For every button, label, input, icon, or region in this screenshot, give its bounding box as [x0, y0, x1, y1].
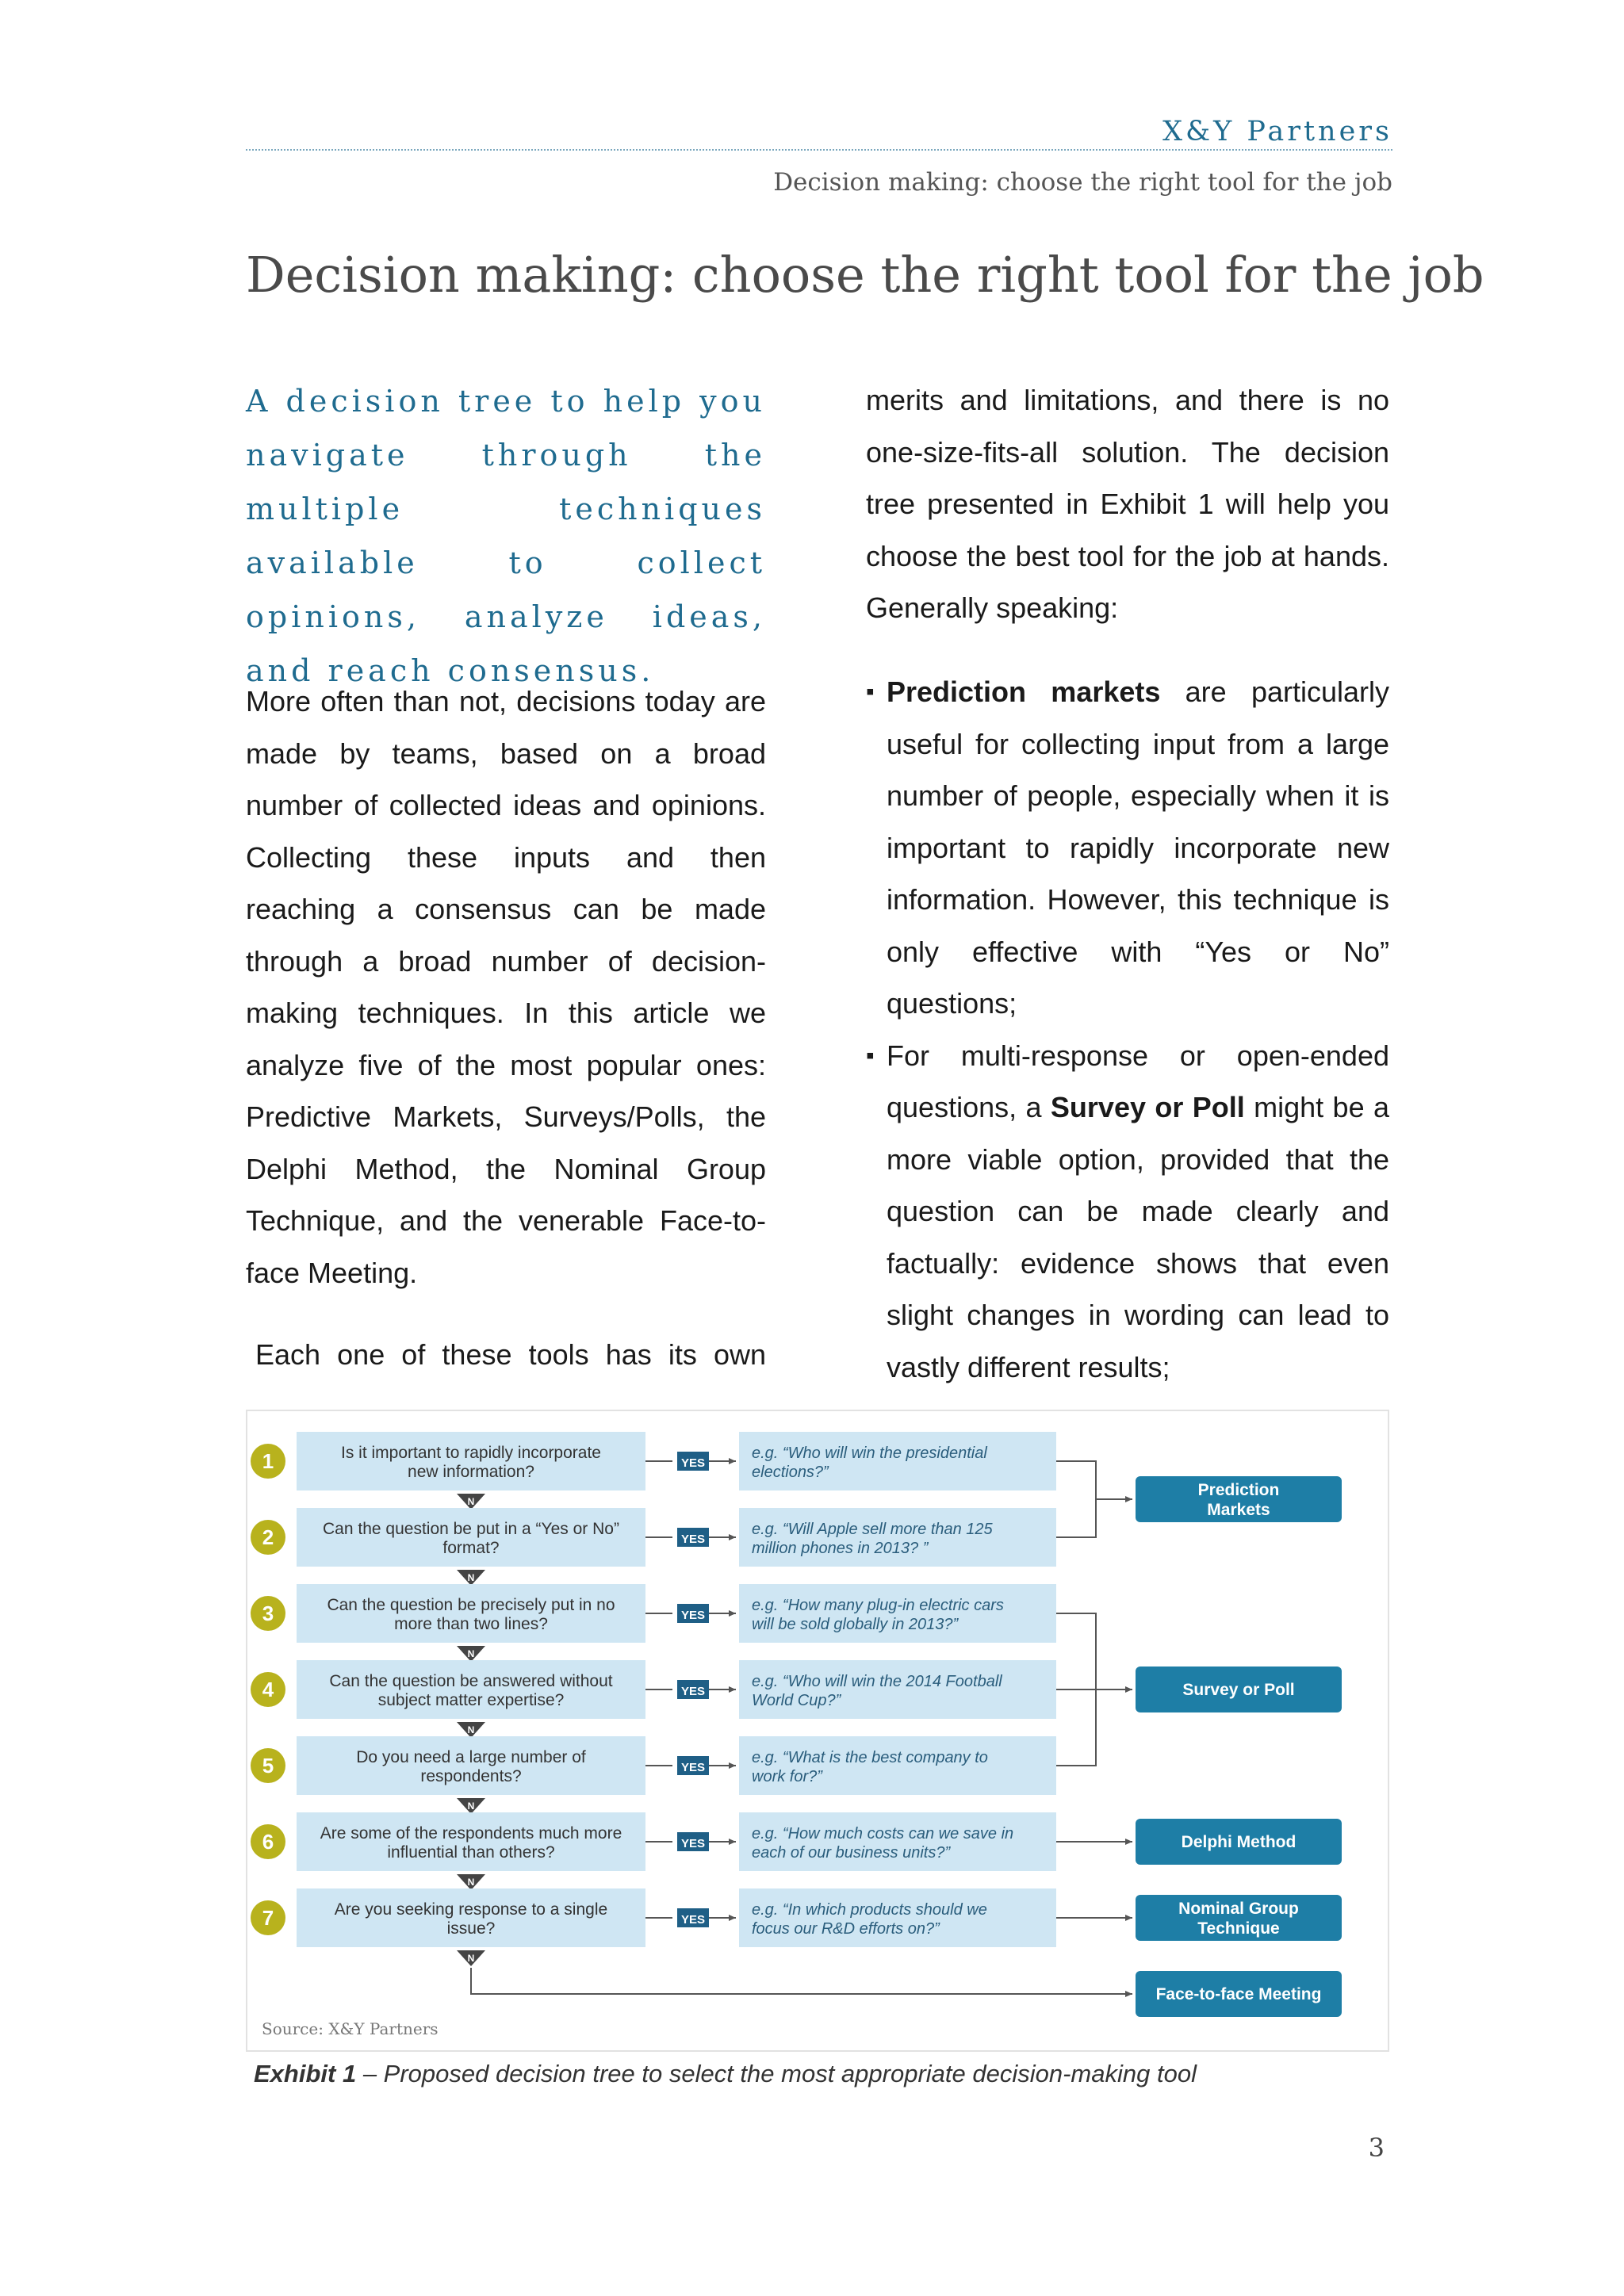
- no-label-line: N: [467, 1572, 475, 1583]
- no-label-line: N: [467, 1648, 475, 1659]
- step-number-line: 4: [262, 1678, 274, 1701]
- yes-label: [681, 1761, 705, 1774]
- question-text-line: more than two lines?: [394, 1615, 548, 1633]
- no-label: [468, 1496, 475, 1507]
- step-number: [262, 1449, 274, 1473]
- question-text-line: Can the question be precisely put in no: [327, 1596, 615, 1614]
- question-text-line: respondents?: [420, 1767, 522, 1785]
- yes-label-line: YES: [680, 1685, 706, 1698]
- yes-label-line: YES: [680, 1913, 706, 1927]
- example-text-line: focus our R&D efforts on?”: [752, 1920, 940, 1938]
- step-number: [262, 1678, 274, 1701]
- outcome-label-line: Face-to-face Meeting: [1155, 1985, 1322, 2003]
- no-label-line: N: [467, 1800, 475, 1812]
- example-text-line: e.g. “How many plug-in electric cars: [752, 1597, 1004, 1614]
- exhibit-caption: [254, 2060, 1197, 2088]
- lead-paragraph: A decision tree to help you navigate through the multiple techniques available to collect opinions, analyze ideas, and reach consensus.: [246, 384, 766, 688]
- question-text-line: format?: [442, 1539, 500, 1557]
- outcome-label-line: Delphi Method: [1181, 1833, 1297, 1851]
- step-number: [262, 1525, 274, 1549]
- question-text-line: Are some of the respondents much more: [320, 1824, 622, 1843]
- yes-label: [681, 1609, 705, 1622]
- bracket-line: [1056, 1461, 1096, 1537]
- no-label-line: N: [467, 1953, 475, 1964]
- no-label: [468, 1953, 475, 1964]
- question-text-line: Are you seeking response to a single: [334, 1900, 608, 1919]
- no-label-line: N: [467, 1877, 475, 1888]
- step-number: [262, 1830, 274, 1854]
- decision-tree-diagram: [247, 1411, 1388, 2050]
- example-text-line: elections?”: [752, 1464, 829, 1481]
- source-note: Source: X&Y Partners: [262, 2019, 439, 2038]
- example-text-line: e.g. “Will Apple sell more than 125: [752, 1521, 993, 1538]
- question-text-line: issue?: [446, 1919, 496, 1938]
- outcome-label: [1182, 1833, 1297, 1851]
- example-text-line: work for?”: [752, 1768, 822, 1785]
- body-paragraph-3: merits and limitations, and there is no one-size-fits-all solution. The decision tree presented in Exhibit 1 will help you choose the best tool for the job at hands. Generally speaking:: [866, 384, 1389, 624]
- yes-label-line: YES: [680, 1837, 706, 1850]
- page-number: 3: [1368, 2133, 1385, 2163]
- step-number-line: 2: [262, 1525, 274, 1549]
- example-text-line: e.g. “Who will win the presidential: [752, 1445, 987, 1462]
- caption-label: Exhibit 1: [254, 2060, 357, 2087]
- example-text-line: million phones in 2013? ”: [752, 1540, 929, 1557]
- brand-name: X&Y Partners: [1162, 116, 1392, 147]
- no-label-line: N: [467, 1496, 475, 1507]
- step-number: [262, 1754, 274, 1777]
- no-label: [468, 1877, 475, 1888]
- bullet-pre: For multi-response or open-ended questions, a: [887, 1039, 1389, 1123]
- example-text-line: e.g. “Who will win the 2014 Football: [752, 1673, 1002, 1690]
- no-label: [468, 1724, 475, 1735]
- example-text-line: each of our business units?”: [752, 1844, 951, 1862]
- step-number-line: 6: [262, 1830, 274, 1854]
- outcome-label-line: Survey or Poll: [1182, 1681, 1295, 1699]
- bullet-bold: Survey or Poll: [1050, 1091, 1245, 1123]
- step-number-line: 3: [262, 1601, 274, 1625]
- bullet-bold: Prediction markets: [887, 675, 1161, 708]
- example-text-line: e.g. “What is the best company to: [752, 1749, 988, 1766]
- bullet-text: might be a more viable option, provided that the question can be made clearly and factually: evidence shows that even slight changes in wording can lead to vastly different results;: [887, 1091, 1390, 1383]
- question-text-line: subject matter expertise?: [377, 1691, 565, 1709]
- outcome-label: [1182, 1681, 1294, 1699]
- yes-label: [681, 1685, 705, 1698]
- step-number: [262, 1601, 274, 1625]
- caption-text: – Proposed decision tree to select the most appropriate decision-making tool: [356, 2060, 1197, 2087]
- outcome-label-line: Technique: [1197, 1919, 1280, 1938]
- yes-label: [681, 1456, 705, 1470]
- bullet-item: [866, 666, 1389, 1030]
- exhibit-figure: [246, 1410, 1389, 2052]
- body-paragraph-1: More often than not, decisions today are made by teams, based on a broad number of collected ideas and opinions. Collecting these inputs and then reaching a consensus can be made through a broad number of decision-making techniques. In this article we analyze five of the most popular ones: Predictive Markets, Surveys/Polls, the Delphi Method, the Nominal Group Technique, and the venerable Face-to-face Meeting.: [246, 685, 766, 1289]
- yes-label-line: YES: [680, 1533, 706, 1546]
- no-label: [468, 1572, 475, 1583]
- yes-label-line: YES: [680, 1761, 706, 1774]
- bullet-list: [866, 666, 1389, 1393]
- outcome-label-line: Nominal Group: [1178, 1900, 1299, 1918]
- running-header: Decision making: choose the right tool for the job: [773, 168, 1392, 197]
- question-text-line: Is it important to rapidly incorporate: [341, 1444, 601, 1462]
- yes-label: [681, 1837, 705, 1850]
- question-text-line: Do you need a large number of: [356, 1748, 586, 1766]
- example-text-line: e.g. “How much costs can we save in: [752, 1825, 1014, 1843]
- no-label: [468, 1800, 475, 1812]
- outcome-label: [1156, 1985, 1322, 2003]
- face-to-face-arrow: [471, 1968, 1132, 1994]
- question-text-line: Can the question be answered without: [329, 1672, 613, 1690]
- example-text-line: will be sold globally in 2013?”: [752, 1616, 959, 1633]
- step-number-line: 7: [262, 1906, 274, 1930]
- outcome-label-line: Markets: [1207, 1501, 1270, 1519]
- yes-label-line: YES: [680, 1456, 706, 1470]
- question-text-line: influential than others?: [387, 1843, 555, 1862]
- no-label: [468, 1648, 475, 1659]
- step-number-line: 1: [262, 1449, 274, 1473]
- yes-label: [681, 1533, 705, 1546]
- bullet-text: are particularly useful for collecting input from a large number of people, especially when it is important to rapidly incorporate new information. However, this technique is only effective with “Yes or No” questions;: [887, 675, 1390, 1020]
- example-text-line: World Cup?”: [752, 1692, 841, 1709]
- outcome-label-line: Prediction: [1197, 1481, 1280, 1499]
- step-number: [262, 1906, 274, 1930]
- example-text-line: e.g. “In which products should we: [752, 1901, 987, 1919]
- page-title: Decision making: choose the right tool for the job: [246, 246, 1484, 304]
- step-number-line: 5: [262, 1754, 274, 1777]
- bullet-item: [866, 1030, 1389, 1394]
- question-text-line: new information?: [408, 1463, 534, 1481]
- header-divider: [246, 149, 1392, 151]
- no-label-line: N: [467, 1724, 475, 1735]
- yes-label: [681, 1913, 705, 1927]
- yes-label-line: YES: [680, 1609, 706, 1622]
- question-text-line: Can the question be put in a “Yes or No”: [323, 1520, 619, 1538]
- body-paragraph-2: Each one of these tools has its own: [255, 1338, 766, 1371]
